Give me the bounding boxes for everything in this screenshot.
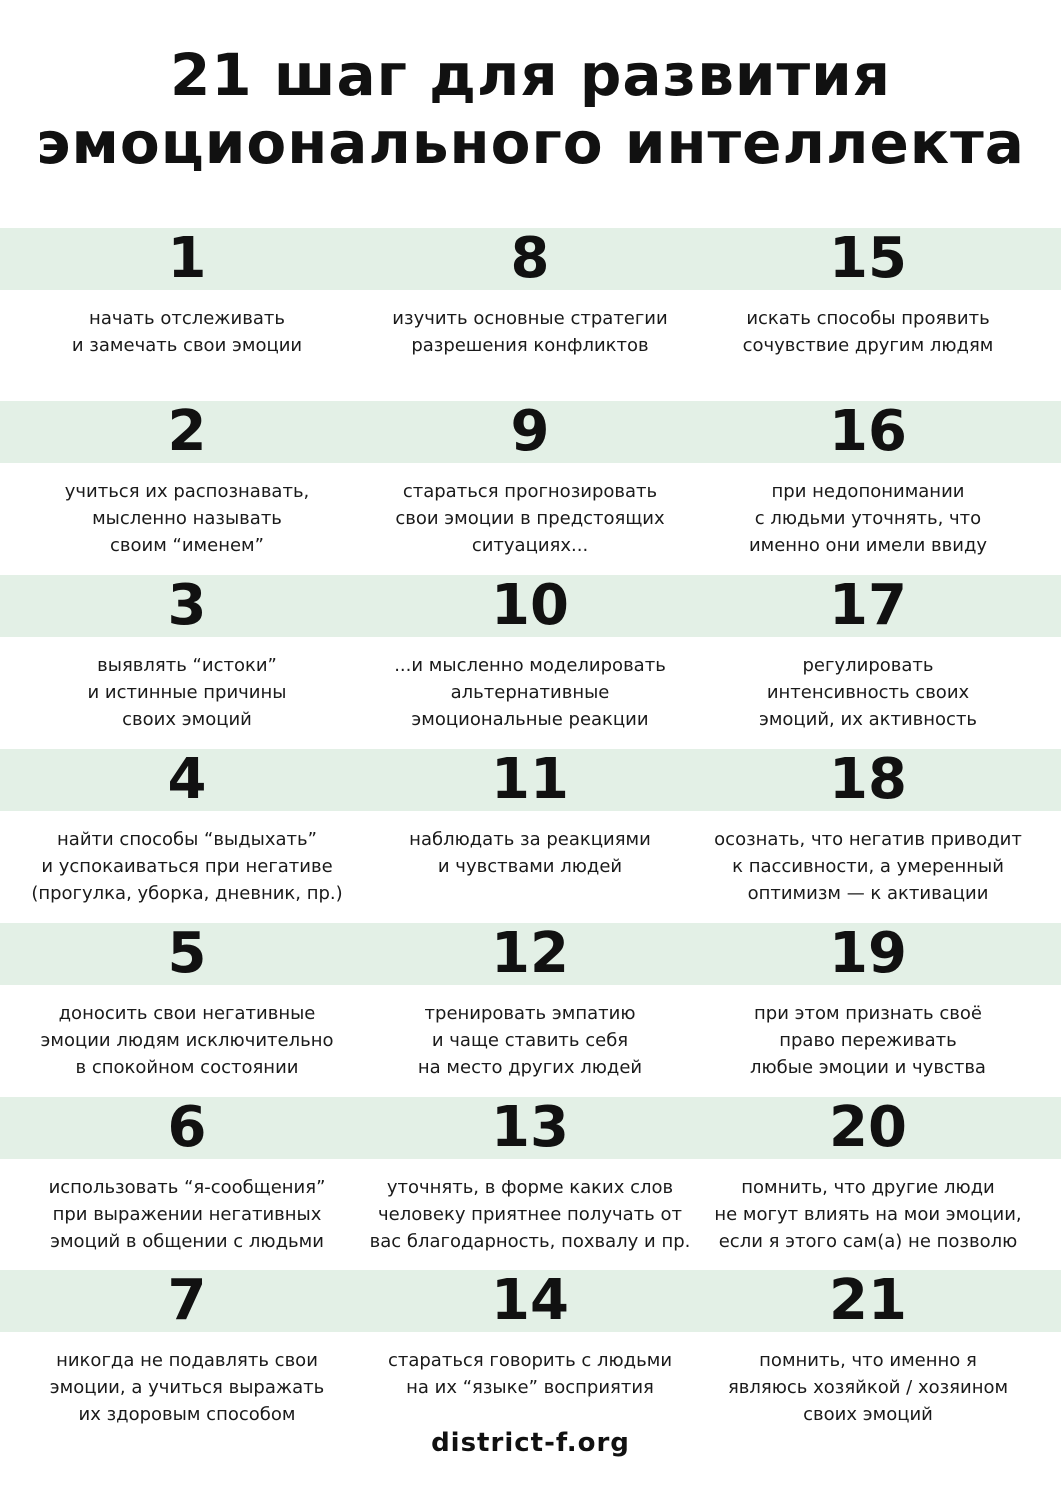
- step-number: 4: [167, 747, 207, 812]
- step-description-line: эмоциональные реакции: [411, 709, 649, 730]
- step-description-line: в спокойном состоянии: [75, 1057, 299, 1078]
- step-description-line: изучить основные стратегии: [392, 308, 668, 329]
- step-description: [698, 652, 1038, 733]
- step-description-line: эмоции людям исключительно: [40, 1030, 334, 1051]
- step-description-line: ...и мысленно моделировать: [394, 655, 666, 676]
- step-description-line: оптимизм — к активации: [747, 883, 989, 904]
- step-description-line: право переживать: [779, 1030, 957, 1051]
- step-description-line: использовать “я-сообщения”: [48, 1177, 326, 1198]
- step-description-line: помнить, что другие люди: [741, 1177, 995, 1198]
- step-description-line: эмоции, а учиться выражать: [49, 1377, 325, 1398]
- step-description-line: помнить, что именно я: [759, 1350, 977, 1371]
- step-description-line: к пассивности, а умеренный: [732, 856, 1004, 877]
- step-number: 5: [167, 921, 207, 986]
- step-description: [17, 305, 357, 359]
- step-description-line: найти способы “выдыхать”: [57, 829, 317, 850]
- step-description-line: являюсь хозяйкой / хозяином: [727, 1377, 1009, 1398]
- step-description-line: (прогулка, уборка, дневник, пр.): [31, 883, 343, 904]
- step-description-line: уточнять, в форме каких слов: [386, 1177, 674, 1198]
- step-description-line: и чувствами людей: [437, 856, 623, 877]
- step-description: [698, 478, 1038, 559]
- step-description-line: мысленно называть: [92, 508, 282, 529]
- footer-site-link[interactable]: district-f.org: [431, 1428, 630, 1458]
- step-description-line: наблюдать за реакциями: [409, 829, 651, 850]
- step-description: [360, 1347, 700, 1401]
- step-description-line: при выражении негативных: [52, 1204, 322, 1225]
- step-description-line: интенсивность своих: [766, 682, 970, 703]
- step-description-line: вас благодарность, похвалу и пр.: [369, 1231, 691, 1252]
- step-number: 16: [829, 399, 907, 464]
- step-number: 19: [829, 921, 907, 986]
- step-number: 2: [167, 399, 207, 464]
- step-description-line: и успокаиваться при негативе: [41, 856, 333, 877]
- step-description-line: при этом признать своё: [754, 1003, 982, 1024]
- step-description-line: и замечать свои эмоции: [71, 335, 303, 356]
- step-number: 20: [829, 1095, 907, 1160]
- step-description-line: их здоровым способом: [78, 1404, 296, 1425]
- step-description-line: доносить свои негативные: [58, 1003, 316, 1024]
- step-description-line: с людьми уточнять, что: [754, 508, 982, 529]
- step-description-line: и чаще ставить себя: [431, 1030, 629, 1051]
- step-description-line: человеку приятнее получать от: [378, 1204, 682, 1225]
- step-description: [17, 1174, 357, 1255]
- step-description: [17, 1000, 357, 1081]
- step-description: [360, 652, 700, 733]
- step-number: 12: [491, 921, 569, 986]
- step-description-line: стараться говорить с людьми: [387, 1350, 673, 1371]
- step-number: 17: [829, 573, 907, 638]
- step-number: 8: [510, 226, 550, 291]
- step-description-line: эмоций, их активность: [758, 709, 978, 730]
- step-description: [360, 305, 700, 359]
- step-description: [698, 826, 1038, 907]
- step-description: [17, 652, 357, 733]
- step-description-line: стараться прогнозировать: [402, 481, 658, 502]
- step-number: 18: [829, 747, 907, 812]
- step-description-line: любые эмоции и чувства: [750, 1057, 986, 1078]
- step-description-line: именно они имели ввиду: [748, 535, 988, 556]
- step-description: [698, 1000, 1038, 1081]
- step-description-line: своих эмоций: [122, 709, 252, 730]
- step-number: 9: [510, 399, 550, 464]
- step-description: [360, 1000, 700, 1081]
- step-description-line: на их “языке” восприятия: [406, 1377, 654, 1398]
- step-description: [360, 1174, 700, 1255]
- step-number: 15: [829, 226, 907, 291]
- step-description-line: искать способы проявить: [746, 308, 990, 329]
- step-description-line: при недопонимании: [771, 481, 965, 502]
- step-description-line: и истинные причины: [87, 682, 287, 703]
- step-number: 14: [491, 1268, 569, 1333]
- step-description-line: сочувствие другим людям: [742, 335, 994, 356]
- step-description: [17, 826, 357, 907]
- step-number: 1: [167, 226, 207, 291]
- step-description-line: начать отслеживать: [89, 308, 285, 329]
- step-number: 11: [491, 747, 569, 812]
- step-description: [698, 305, 1038, 359]
- step-description-line: разрешения конфликтов: [411, 335, 649, 356]
- page-title-line-2: эмоционального интеллекта: [36, 109, 1025, 177]
- step-number: 13: [491, 1095, 569, 1160]
- step-description-line: никогда не подавлять свои: [56, 1350, 318, 1371]
- step-description-line: ситуациях...: [471, 535, 589, 556]
- step-description-line: своим “именем”: [110, 535, 264, 556]
- step-number: 6: [167, 1095, 207, 1160]
- step-number: 10: [491, 573, 569, 638]
- step-description-line: учиться их распознавать,: [64, 481, 310, 502]
- step-description: [698, 1347, 1038, 1428]
- step-description-line: не могут влиять на мои эмоции,: [714, 1204, 1022, 1225]
- step-description-line: если я этого сам(а) не позволю: [718, 1231, 1018, 1252]
- step-description-line: осознать, что негатив приводит: [714, 829, 1022, 850]
- step-description-line: свои эмоции в предстоящих: [395, 508, 665, 529]
- step-number: 3: [167, 573, 207, 638]
- step-description-line: своих эмоций: [803, 1404, 933, 1425]
- step-number: 7: [167, 1268, 207, 1333]
- step-description: [698, 1174, 1038, 1255]
- page-title-line-1: 21 шаг для развития: [169, 41, 892, 109]
- step-description-line: тренировать эмпатию: [424, 1003, 636, 1024]
- step-description-line: эмоций в общении с людьми: [50, 1231, 324, 1252]
- step-number: 21: [829, 1268, 907, 1333]
- step-description-line: выявлять “истоки”: [97, 655, 277, 676]
- step-description-line: альтернативные: [450, 682, 610, 703]
- step-description-line: регулировать: [802, 655, 934, 676]
- step-description-line: на место других людей: [417, 1057, 643, 1078]
- step-description: [360, 478, 700, 559]
- step-description: [17, 478, 357, 559]
- step-description: [17, 1347, 357, 1428]
- step-description: [360, 826, 700, 880]
